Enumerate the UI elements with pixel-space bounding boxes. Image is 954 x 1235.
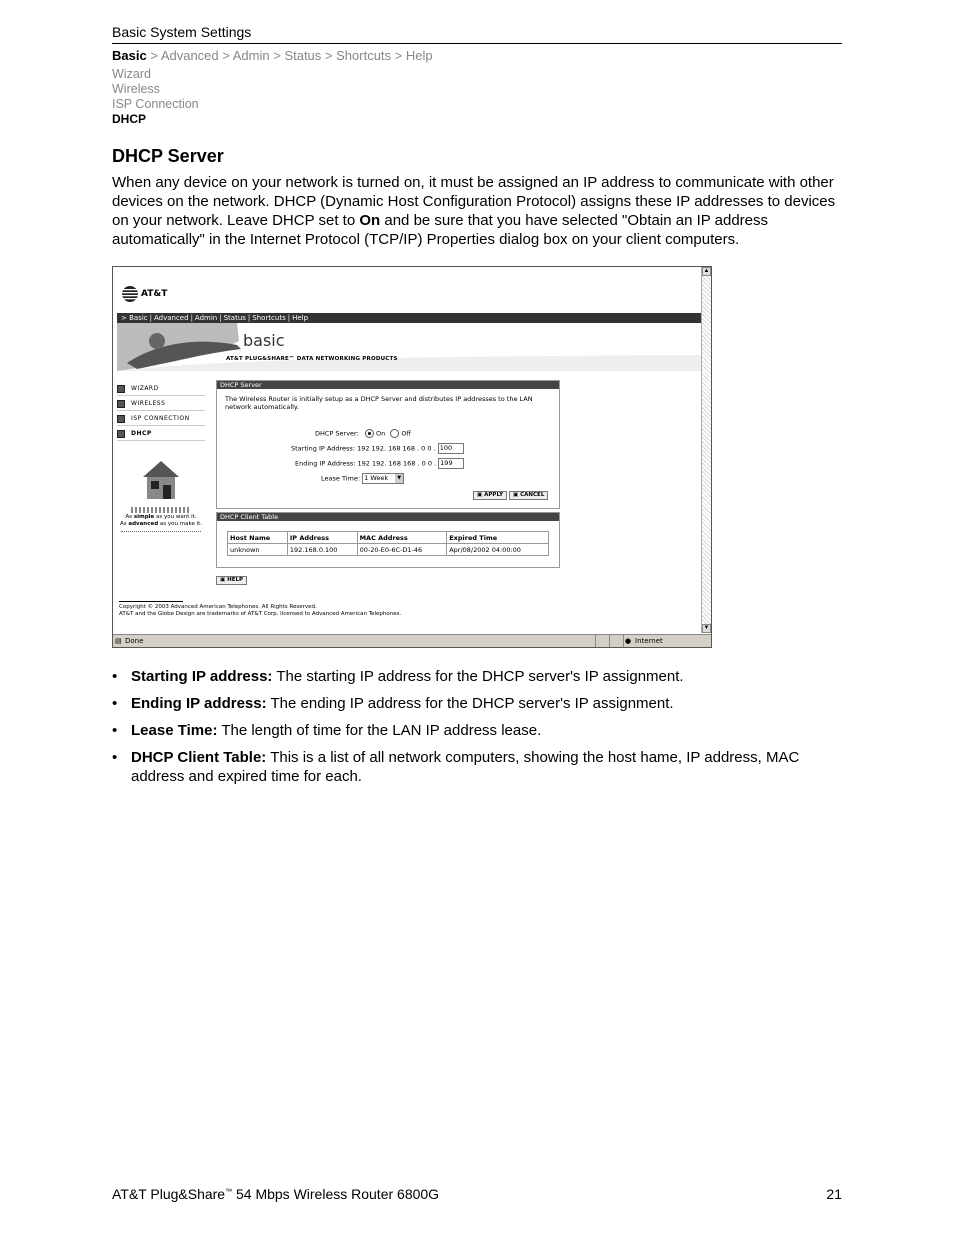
table-cell: Apr/08/2002 04:00:00 xyxy=(447,544,549,556)
page-number: 21 xyxy=(826,1186,842,1202)
table-cell: 00-20-E0-6C-D1-46 xyxy=(357,544,447,556)
breadcrumb-shortcuts[interactable]: Shortcuts xyxy=(336,48,392,63)
breadcrumb: Basic > Advanced > Admin > Status > Shortcuts > Help xyxy=(112,48,433,63)
banner-photo xyxy=(117,323,701,371)
cancel-button[interactable]: ▣ CANCEL xyxy=(509,491,548,500)
ending-ip-row: Ending IP Address: 192 192. 168 168 . 0 0 . 199 xyxy=(295,458,464,469)
router-screenshot xyxy=(112,266,712,648)
table-row xyxy=(228,544,549,556)
router-side-menu xyxy=(117,381,205,441)
router-tab-5[interactable]: Help xyxy=(292,314,309,322)
column-header: MAC Address xyxy=(357,532,447,544)
cancel-icon: ▣ xyxy=(513,492,521,498)
intro-bold-on: On xyxy=(359,212,381,229)
router-tab-2[interactable]: Admin xyxy=(194,314,218,322)
field-descriptions xyxy=(112,667,842,794)
menu-bullet-icon xyxy=(117,400,125,408)
browser-status-bar: ▤ Done ● Internet xyxy=(113,634,711,647)
dhcp-server-panel-title: DHCP Server xyxy=(217,381,559,389)
intro-paragraph: When any device on your network is turned on, it must be assigned an IP address to communicate with other devices on the network. DHCP (Dynamic Host Configuration Protocol) assigns these IP addresses to devices on your network. Leave DHCP set to On and be sure that you have selected "Obtain an IP address automatically" in the Internet Protocol (TCP/IP) Properties dialog box on your client computers. xyxy=(112,174,836,248)
help-icon: ▣ xyxy=(220,577,228,583)
router-menu-item-1[interactable]: WIRELESS xyxy=(117,396,205,411)
starting-ip-input[interactable]: 100 xyxy=(438,443,464,454)
column-header: Host Name xyxy=(228,532,288,544)
bullet-term: Ending IP address: xyxy=(131,695,267,712)
breadcrumb-advanced[interactable]: Advanced xyxy=(160,48,219,63)
lease-time-row: Lease Time: 1 Week ▼ xyxy=(321,473,404,484)
dhcp-on-radio[interactable] xyxy=(365,429,374,438)
page-icon: ▤ xyxy=(115,637,122,645)
scroll-up-icon[interactable]: ▲ xyxy=(703,268,710,274)
dhcp-server-panel xyxy=(216,380,560,509)
dhcp-client-table xyxy=(227,531,549,556)
banner-subtitle: AT&T PLUG&SHARE™ DATA NETWORKING PRODUCTS xyxy=(226,356,398,362)
lease-time-select[interactable]: 1 Week ▼ xyxy=(362,473,404,484)
copyright: Copyright © 2003 Advanced American Telephones. All Rights Reserved. AT&T and the Globe Design are trademarks of AT&T Corp. licensed to Advanced American Telephones. xyxy=(119,604,402,617)
scrollbar[interactable] xyxy=(701,267,711,633)
section-title: DHCP Server xyxy=(112,146,224,166)
scroll-down-icon[interactable]: ▼ xyxy=(703,625,710,631)
att-logo: AT&T xyxy=(121,285,167,303)
house-graphic: As simple as you want it. As advanced as you make it. xyxy=(117,459,205,533)
bullet-item: • Lease Time: The length of time for the LAN IP address lease. xyxy=(112,721,842,740)
table-cell: unknown xyxy=(228,544,288,556)
table-cell: 192.168.0.100 xyxy=(287,544,357,556)
router-menu-item-0[interactable]: WIZARD xyxy=(117,381,205,396)
table-header-row xyxy=(228,532,549,544)
banner-title: basic xyxy=(243,331,285,350)
dhcp-client-table-panel xyxy=(216,512,560,568)
dhcp-off-radio[interactable] xyxy=(390,429,399,438)
apply-button[interactable]: ▣ APPLY xyxy=(473,491,507,500)
menu-bullet-icon xyxy=(117,385,125,393)
chevron-down-icon: ▼ xyxy=(395,474,403,483)
bullet-item: • Starting IP address: The starting IP address for the DHCP server's IP assignment. xyxy=(112,667,842,686)
apply-icon: ▣ xyxy=(477,492,485,498)
breadcrumb-basic[interactable]: Basic xyxy=(112,48,147,63)
router-tab-4[interactable]: Shortcuts xyxy=(252,314,286,322)
subnav-dhcp[interactable]: DHCP xyxy=(112,112,147,126)
sub-navigation xyxy=(112,67,199,127)
subnav-wireless[interactable]: Wireless xyxy=(112,82,160,96)
ending-ip-input[interactable]: 199 xyxy=(438,458,464,469)
page-footer: AT&T Plug&Share™ 54 Mbps Wireless Router 6800G 21 xyxy=(112,1186,842,1202)
column-header: Expired Time xyxy=(447,532,549,544)
bullet-term: Lease Time: xyxy=(131,722,218,739)
dhcp-server-row: DHCP Server: On Off xyxy=(315,429,411,438)
house-icon xyxy=(141,459,181,503)
router-menu-item-2[interactable]: ISP CONNECTION xyxy=(117,411,205,426)
router-top-nav: > Basic | Advanced | Admin | Status | Shortcuts | Help xyxy=(117,313,701,323)
help-button[interactable]: ▣ HELP xyxy=(216,576,247,585)
dhcp-client-table-title: DHCP Client Table xyxy=(217,513,559,521)
bullet-item: • DHCP Client Table: This is a list of all network computers, showing the host hame, IP address, MAC address and expired time for each. xyxy=(112,748,842,786)
router-tab-1[interactable]: Advanced xyxy=(153,314,189,322)
starting-ip-row: Starting IP Address: 192 192. 168 168 . 0 0 . 100 xyxy=(291,443,464,454)
column-header: IP Address xyxy=(287,532,357,544)
internet-globe-icon: ● xyxy=(625,637,632,645)
bullet-item: • Ending IP address: The ending IP address for the DHCP server's IP assignment. xyxy=(112,694,842,713)
bullet-term: DHCP Client Table: xyxy=(131,749,267,766)
router-tab-0[interactable]: > Basic xyxy=(121,314,148,322)
router-tab-3[interactable]: Status xyxy=(223,314,246,322)
menu-bullet-icon xyxy=(117,430,125,438)
header-rule xyxy=(112,43,842,44)
router-menu-item-3[interactable]: DHCP xyxy=(117,426,205,441)
breadcrumb-admin[interactable]: Admin xyxy=(232,48,270,63)
bullet-term: Starting IP address: xyxy=(131,668,273,685)
dhcp-description: The Wireless Router is initially setup as a DHCP Server and distributes IP addresses to the LAN network automatically. xyxy=(225,395,533,411)
globe-icon xyxy=(121,285,139,303)
breadcrumb-status[interactable]: Status xyxy=(284,48,322,63)
page-header: Basic System Settings xyxy=(112,24,252,40)
signal-icon xyxy=(131,507,191,513)
menu-bullet-icon xyxy=(117,415,125,423)
breadcrumb-help[interactable]: Help xyxy=(405,48,433,63)
subnav-wizard[interactable]: Wizard xyxy=(112,67,151,81)
subnav-isp-connection[interactable]: ISP Connection xyxy=(112,97,199,111)
